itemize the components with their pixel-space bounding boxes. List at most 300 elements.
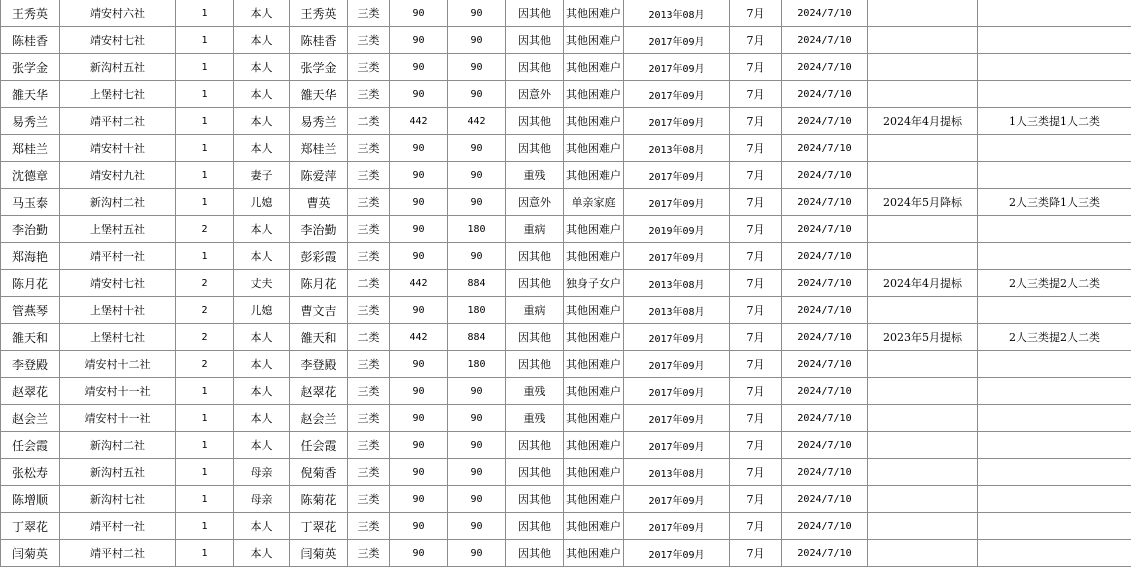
cell-reason: 因意外 [506,189,564,216]
cell-household-type: 其他困难户 [564,297,624,324]
cell-applicant-name: 雒天华 [1,81,60,108]
cell-adjustment-note [868,162,978,189]
cell-total-amount: 90 [448,162,506,189]
cell-adjustment-detail [978,432,1131,459]
table-row [1,351,1131,378]
cell-household-size: 2 [176,270,234,297]
cell-reason: 因其他 [506,513,564,540]
cell-start-date: 2017年09月 [624,513,730,540]
cell-standard-amount: 90 [390,432,448,459]
cell-member-name: 雒天华 [290,81,348,108]
cell-month: 7月 [730,324,782,351]
cell-category: 二类 [348,108,390,135]
cell-applicant-name: 丁翠花 [1,513,60,540]
cell-applicant-name: 马玉泰 [1,189,60,216]
cell-reason: 因其他 [506,108,564,135]
cell-total-amount: 90 [448,243,506,270]
cell-applicant-name: 王秀英 [1,0,60,27]
cell-applicant-name: 赵翠花 [1,378,60,405]
cell-category: 二类 [348,324,390,351]
cell-relationship: 本人 [234,324,290,351]
cell-category: 三类 [348,351,390,378]
cell-relationship: 儿媳 [234,297,290,324]
cell-total-amount: 442 [448,108,506,135]
cell-adjustment-detail [978,81,1131,108]
cell-adjustment-note [868,0,978,27]
table-row [1,270,1131,297]
table-row [1,189,1131,216]
cell-applicant-name: 任会霞 [1,432,60,459]
cell-household-size: 1 [176,378,234,405]
cell-issue-date: 2024/7/10 [782,0,868,27]
cell-member-name: 陈桂香 [290,27,348,54]
cell-reason: 因其他 [506,135,564,162]
cell-household-size: 1 [176,189,234,216]
cell-adjustment-note [868,27,978,54]
cell-relationship: 本人 [234,513,290,540]
cell-village-group: 靖平村一社 [60,243,176,270]
cell-relationship: 本人 [234,54,290,81]
cell-village-group: 靖安村十一社 [60,378,176,405]
cell-household-type: 其他困难户 [564,459,624,486]
cell-member-name: 李登殿 [290,351,348,378]
cell-village-group: 靖安村六社 [60,0,176,27]
cell-village-group: 靖安村七社 [60,27,176,54]
cell-applicant-name: 张松寿 [1,459,60,486]
cell-household-type: 其他困难户 [564,81,624,108]
cell-month: 7月 [730,459,782,486]
cell-household-size: 1 [176,54,234,81]
cell-village-group: 新沟村二社 [60,432,176,459]
cell-village-group: 新沟村五社 [60,54,176,81]
cell-adjustment-note [868,54,978,81]
cell-household-type: 其他困难户 [564,108,624,135]
cell-relationship: 本人 [234,27,290,54]
cell-total-amount: 180 [448,351,506,378]
cell-household-size: 1 [176,135,234,162]
cell-reason: 重病 [506,216,564,243]
cell-month: 7月 [730,135,782,162]
cell-standard-amount: 90 [390,0,448,27]
cell-category: 三类 [348,486,390,513]
cell-issue-date: 2024/7/10 [782,270,868,297]
cell-member-name: 赵翠花 [290,378,348,405]
cell-adjustment-note [868,351,978,378]
cell-adjustment-detail [978,297,1131,324]
cell-member-name: 倪菊香 [290,459,348,486]
cell-adjustment-note: 2024年5月降标 [868,189,978,216]
cell-standard-amount: 90 [390,351,448,378]
cell-reason: 因其他 [506,486,564,513]
cell-adjustment-note [868,135,978,162]
cell-issue-date: 2024/7/10 [782,54,868,81]
cell-reason: 重残 [506,405,564,432]
cell-standard-amount: 442 [390,324,448,351]
cell-member-name: 丁翠花 [290,513,348,540]
cell-month: 7月 [730,513,782,540]
cell-standard-amount: 90 [390,243,448,270]
cell-village-group: 靖安村十社 [60,135,176,162]
cell-start-date: 2017年09月 [624,540,730,567]
cell-applicant-name: 李治勤 [1,216,60,243]
cell-member-name: 陈菊花 [290,486,348,513]
cell-member-name: 曹文吉 [290,297,348,324]
cell-village-group: 靖平村一社 [60,513,176,540]
cell-household-size: 2 [176,216,234,243]
cell-household-type: 其他困难户 [564,432,624,459]
cell-issue-date: 2024/7/10 [782,324,868,351]
cell-applicant-name: 郑海艳 [1,243,60,270]
cell-adjustment-detail [978,540,1131,567]
cell-month: 7月 [730,27,782,54]
table-body [1,0,1131,567]
table-row [1,81,1131,108]
cell-issue-date: 2024/7/10 [782,351,868,378]
cell-total-amount: 180 [448,297,506,324]
cell-adjustment-note [868,405,978,432]
table-row [1,54,1131,81]
table-row [1,486,1131,513]
cell-reason: 因其他 [506,459,564,486]
cell-reason: 因其他 [506,270,564,297]
cell-total-amount: 90 [448,81,506,108]
cell-household-type: 其他困难户 [564,162,624,189]
cell-adjustment-detail: 2人三类降1人三类 [978,189,1131,216]
cell-standard-amount: 90 [390,297,448,324]
cell-adjustment-detail [978,27,1131,54]
cell-total-amount: 90 [448,432,506,459]
cell-applicant-name: 郑桂兰 [1,135,60,162]
cell-month: 7月 [730,216,782,243]
cell-household-type: 其他困难户 [564,324,624,351]
cell-total-amount: 90 [448,378,506,405]
cell-total-amount: 90 [448,405,506,432]
cell-member-name: 郑桂兰 [290,135,348,162]
cell-village-group: 上堡村七社 [60,81,176,108]
cell-household-size: 1 [176,513,234,540]
cell-category: 三类 [348,243,390,270]
cell-issue-date: 2024/7/10 [782,81,868,108]
cell-month: 7月 [730,0,782,27]
cell-adjustment-detail [978,0,1131,27]
cell-member-name: 李治勤 [290,216,348,243]
cell-household-type: 其他困难户 [564,405,624,432]
cell-standard-amount: 90 [390,81,448,108]
cell-standard-amount: 442 [390,108,448,135]
cell-total-amount: 90 [448,459,506,486]
cell-village-group: 新沟村二社 [60,189,176,216]
table-row [1,243,1131,270]
cell-village-group: 靖安村九社 [60,162,176,189]
cell-total-amount: 884 [448,324,506,351]
cell-adjustment-detail [978,486,1131,513]
cell-adjustment-detail [978,378,1131,405]
cell-household-size: 2 [176,297,234,324]
cell-adjustment-detail [978,162,1131,189]
cell-reason: 因其他 [506,324,564,351]
cell-reason: 因意外 [506,81,564,108]
cell-household-size: 1 [176,486,234,513]
cell-category: 三类 [348,189,390,216]
cell-start-date: 2013年08月 [624,270,730,297]
cell-adjustment-note [868,459,978,486]
cell-member-name: 张学金 [290,54,348,81]
cell-adjustment-note [868,81,978,108]
cell-adjustment-detail [978,351,1131,378]
cell-standard-amount: 90 [390,54,448,81]
cell-reason: 因其他 [506,27,564,54]
cell-start-date: 2017年09月 [624,405,730,432]
cell-household-type: 其他困难户 [564,216,624,243]
cell-standard-amount: 90 [390,27,448,54]
cell-adjustment-detail [978,243,1131,270]
cell-relationship: 本人 [234,0,290,27]
cell-adjustment-note [868,216,978,243]
cell-adjustment-detail [978,513,1131,540]
cell-applicant-name: 赵会兰 [1,405,60,432]
cell-applicant-name: 沈德章 [1,162,60,189]
cell-reason: 因其他 [506,243,564,270]
cell-member-name: 陈月花 [290,270,348,297]
cell-village-group: 靖平村二社 [60,108,176,135]
cell-relationship: 本人 [234,108,290,135]
cell-relationship: 本人 [234,432,290,459]
cell-category: 三类 [348,135,390,162]
cell-village-group: 靖平村二社 [60,540,176,567]
cell-category: 三类 [348,459,390,486]
cell-start-date: 2017年09月 [624,486,730,513]
cell-issue-date: 2024/7/10 [782,189,868,216]
cell-standard-amount: 442 [390,270,448,297]
cell-category: 三类 [348,27,390,54]
table-row [1,405,1131,432]
cell-month: 7月 [730,378,782,405]
cell-member-name: 彭彩霞 [290,243,348,270]
cell-applicant-name: 雒天和 [1,324,60,351]
cell-village-group: 靖安村十二社 [60,351,176,378]
cell-household-size: 1 [176,459,234,486]
cell-total-amount: 90 [448,27,506,54]
cell-household-type: 其他困难户 [564,540,624,567]
table-row [1,135,1131,162]
cell-month: 7月 [730,270,782,297]
cell-issue-date: 2024/7/10 [782,297,868,324]
cell-adjustment-detail [978,135,1131,162]
cell-issue-date: 2024/7/10 [782,27,868,54]
cell-adjustment-detail [978,54,1131,81]
cell-category: 三类 [348,540,390,567]
cell-applicant-name: 陈桂香 [1,27,60,54]
cell-adjustment-detail [978,405,1131,432]
cell-household-size: 1 [176,108,234,135]
cell-adjustment-note [868,513,978,540]
cell-applicant-name: 陈月花 [1,270,60,297]
cell-applicant-name: 闫菊英 [1,540,60,567]
cell-month: 7月 [730,486,782,513]
cell-issue-date: 2024/7/10 [782,243,868,270]
cell-month: 7月 [730,243,782,270]
cell-month: 7月 [730,432,782,459]
cell-issue-date: 2024/7/10 [782,378,868,405]
cell-household-size: 1 [176,27,234,54]
cell-month: 7月 [730,54,782,81]
cell-household-type: 单亲家庭 [564,189,624,216]
cell-total-amount: 90 [448,0,506,27]
cell-start-date: 2017年09月 [624,432,730,459]
table-row [1,378,1131,405]
cell-start-date: 2017年09月 [624,324,730,351]
cell-reason: 因其他 [506,54,564,81]
cell-category: 三类 [348,378,390,405]
cell-start-date: 2013年08月 [624,135,730,162]
cell-member-name: 易秀兰 [290,108,348,135]
cell-household-type: 其他困难户 [564,54,624,81]
cell-village-group: 新沟村五社 [60,459,176,486]
cell-village-group: 上堡村七社 [60,324,176,351]
cell-reason: 因其他 [506,540,564,567]
cell-start-date: 2017年09月 [624,351,730,378]
cell-household-type: 其他困难户 [564,378,624,405]
table-row [1,459,1131,486]
cell-household-type: 其他困难户 [564,351,624,378]
table-row [1,513,1131,540]
cell-total-amount: 90 [448,513,506,540]
cell-adjustment-note: 2023年5月提标 [868,324,978,351]
cell-month: 7月 [730,189,782,216]
cell-adjustment-detail: 1人三类提1人二类 [978,108,1131,135]
cell-relationship: 本人 [234,81,290,108]
cell-start-date: 2017年09月 [624,54,730,81]
cell-standard-amount: 90 [390,216,448,243]
cell-relationship: 儿媳 [234,189,290,216]
cell-category: 三类 [348,297,390,324]
cell-reason: 因其他 [506,0,564,27]
cell-issue-date: 2024/7/10 [782,162,868,189]
cell-household-type: 其他困难户 [564,0,624,27]
cell-applicant-name: 易秀兰 [1,108,60,135]
cell-start-date: 2013年08月 [624,0,730,27]
cell-applicant-name: 李登殿 [1,351,60,378]
cell-month: 7月 [730,108,782,135]
cell-start-date: 2017年09月 [624,243,730,270]
table-row [1,0,1131,27]
table-row [1,27,1131,54]
table-row [1,216,1131,243]
cell-household-size: 1 [176,81,234,108]
cell-total-amount: 180 [448,216,506,243]
cell-category: 三类 [348,405,390,432]
cell-start-date: 2013年08月 [624,459,730,486]
cell-start-date: 2017年09月 [624,27,730,54]
table-row [1,432,1131,459]
cell-member-name: 闫菊英 [290,540,348,567]
cell-village-group: 靖安村七社 [60,270,176,297]
cell-relationship: 丈夫 [234,270,290,297]
cell-category: 三类 [348,54,390,81]
cell-start-date: 2013年08月 [624,297,730,324]
cell-issue-date: 2024/7/10 [782,405,868,432]
cell-member-name: 曹英 [290,189,348,216]
cell-start-date: 2017年09月 [624,81,730,108]
table-row [1,108,1131,135]
cell-month: 7月 [730,162,782,189]
cell-adjustment-detail [978,459,1131,486]
cell-standard-amount: 90 [390,135,448,162]
cell-reason: 重残 [506,378,564,405]
table-row [1,162,1131,189]
cell-month: 7月 [730,405,782,432]
cell-household-size: 1 [176,162,234,189]
cell-total-amount: 884 [448,270,506,297]
cell-adjustment-note: 2024年4月提标 [868,108,978,135]
cell-category: 三类 [348,81,390,108]
cell-standard-amount: 90 [390,459,448,486]
cell-start-date: 2017年09月 [624,162,730,189]
cell-household-size: 2 [176,351,234,378]
cell-start-date: 2017年09月 [624,378,730,405]
cell-household-size: 1 [176,405,234,432]
cell-adjustment-note [868,297,978,324]
cell-total-amount: 90 [448,135,506,162]
cell-household-type: 独身子女户 [564,270,624,297]
cell-member-name: 陈爱萍 [290,162,348,189]
cell-household-size: 2 [176,324,234,351]
cell-relationship: 母亲 [234,459,290,486]
cell-total-amount: 90 [448,189,506,216]
cell-household-type: 其他困难户 [564,27,624,54]
cell-adjustment-note [868,540,978,567]
cell-adjustment-detail: 2人三类提2人二类 [978,324,1131,351]
cell-total-amount: 90 [448,540,506,567]
cell-start-date: 2019年09月 [624,216,730,243]
cell-village-group: 靖安村十一社 [60,405,176,432]
cell-relationship: 本人 [234,405,290,432]
table-row [1,297,1131,324]
cell-relationship: 本人 [234,378,290,405]
cell-month: 7月 [730,540,782,567]
table-row [1,540,1131,567]
cell-total-amount: 90 [448,486,506,513]
cell-household-size: 1 [176,540,234,567]
cell-reason: 重病 [506,297,564,324]
cell-village-group: 新沟村七社 [60,486,176,513]
cell-standard-amount: 90 [390,189,448,216]
cell-issue-date: 2024/7/10 [782,135,868,162]
cell-adjustment-note: 2024年4月提标 [868,270,978,297]
cell-total-amount: 90 [448,54,506,81]
cell-category: 三类 [348,432,390,459]
cell-member-name: 任会霞 [290,432,348,459]
cell-issue-date: 2024/7/10 [782,540,868,567]
cell-relationship: 本人 [234,243,290,270]
cell-standard-amount: 90 [390,405,448,432]
cell-adjustment-note [868,243,978,270]
cell-adjustment-note [868,486,978,513]
cell-issue-date: 2024/7/10 [782,432,868,459]
cell-standard-amount: 90 [390,513,448,540]
cell-household-size: 1 [176,243,234,270]
cell-category: 三类 [348,0,390,27]
cell-relationship: 母亲 [234,486,290,513]
cell-adjustment-note [868,432,978,459]
cell-reason: 因其他 [506,432,564,459]
cell-adjustment-note [868,378,978,405]
table-row [1,324,1131,351]
cell-month: 7月 [730,297,782,324]
cell-issue-date: 2024/7/10 [782,459,868,486]
cell-month: 7月 [730,351,782,378]
cell-relationship: 本人 [234,216,290,243]
